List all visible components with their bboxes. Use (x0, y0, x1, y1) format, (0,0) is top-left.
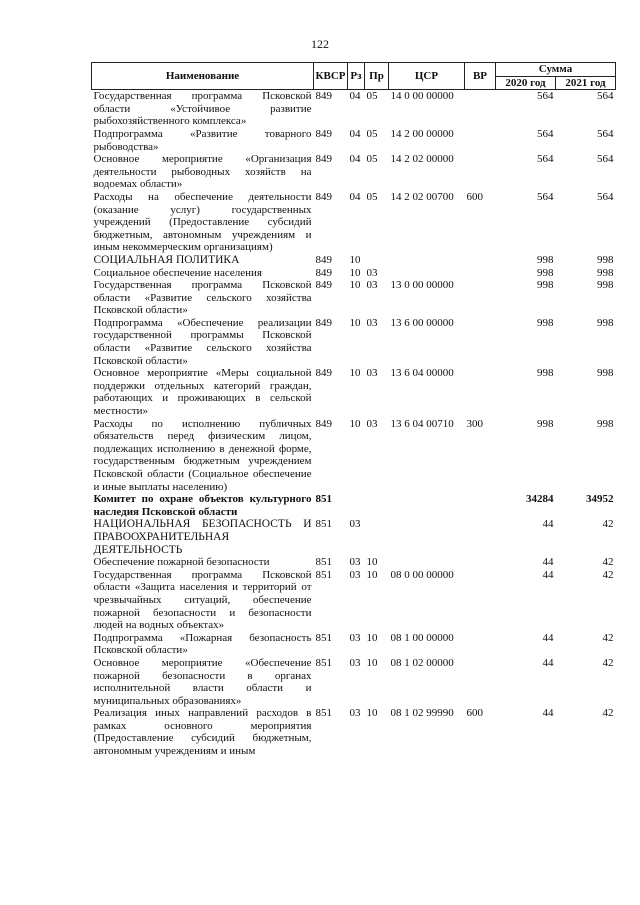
row-sum-2021: 998 (597, 279, 614, 292)
row-kvsr: 851 (315, 656, 332, 669)
row-rz: 03 (349, 518, 361, 531)
row-csr (389, 267, 465, 280)
row-name: НАЦИОНАЛЬНАЯ БЕЗОПАСНОСТЬ И ПРАВООХРАНИТЕЛЬНАЯ ДЕЯТЕЛЬНОСТЬ (93, 518, 312, 556)
row-name: Основное мероприятие «Обеспечение пожарной безопасности в органах исполнительной власти области и муниципальных образованиях» (93, 656, 312, 707)
row-sum-2021: 564 (597, 90, 614, 103)
row-csr: 13 6 00 00000 (390, 316, 454, 329)
row-sum-2021: 34952 (586, 493, 614, 506)
row-kvsr: 849 (315, 279, 332, 292)
row-vr (465, 267, 496, 280)
row-rz: 04 (349, 153, 361, 166)
row-csr (389, 518, 465, 556)
row-sum-2020: 998 (537, 417, 554, 430)
row-kvsr: 849 (315, 190, 332, 203)
row-sum-2021: 564 (597, 190, 614, 203)
row-sum-2020: 44 (542, 556, 554, 569)
table-row (92, 518, 616, 556)
row-csr: 08 1 02 00000 (390, 656, 454, 669)
row-vr (465, 254, 496, 267)
table-row (92, 191, 616, 254)
table-row (92, 153, 616, 191)
budget-table (91, 62, 616, 758)
row-sum-2020: 998 (537, 266, 554, 279)
header-rz: Рз (348, 63, 365, 90)
row-kvsr: 849 (315, 266, 332, 279)
row-pr (365, 518, 389, 556)
row-sum-2021: 998 (597, 417, 614, 430)
table-row (92, 267, 616, 280)
row-pr: 10 (366, 631, 378, 644)
row-vr: 600 (466, 707, 483, 720)
row-name: Социальное обеспечение населения (93, 266, 262, 279)
row-rz: 03 (349, 568, 361, 581)
row-csr (389, 556, 465, 569)
row-pr: 10 (366, 656, 378, 669)
row-pr: 10 (366, 707, 378, 720)
row-pr: 05 (366, 153, 378, 166)
row-kvsr: 849 (315, 90, 332, 103)
row-rz: 03 (349, 656, 361, 669)
row-rz: 04 (349, 190, 361, 203)
row-csr: 14 2 02 00000 (390, 153, 454, 166)
row-csr: 08 1 00 00000 (390, 631, 454, 644)
row-vr (465, 657, 496, 707)
row-kvsr: 849 (315, 127, 332, 140)
row-vr (465, 153, 496, 191)
header-csr: ЦСР (389, 63, 465, 90)
table-row (92, 556, 616, 569)
row-vr: 600 (466, 190, 483, 203)
row-sum-2021: 42 (602, 568, 614, 581)
row-pr: 03 (366, 266, 378, 279)
table-row (92, 418, 616, 494)
header-2020: 2020 год (496, 76, 556, 90)
row-sum-2021: 42 (602, 707, 614, 720)
table-row (92, 657, 616, 707)
row-pr: 03 (366, 316, 378, 329)
row-rz: 03 (349, 707, 361, 720)
row-rz: 10 (349, 279, 361, 292)
row-sum-2021: 998 (597, 253, 614, 266)
row-rz: 10 (349, 417, 361, 430)
row-sum-2020: 564 (537, 190, 554, 203)
row-vr (465, 128, 496, 153)
row-sum-2021: 998 (597, 266, 614, 279)
header-2021: 2021 год (556, 76, 616, 90)
row-name: СОЦИАЛЬНАЯ ПОЛИТИКА (93, 253, 240, 266)
row-vr (465, 632, 496, 657)
row-pr: 05 (366, 190, 378, 203)
row-rz: 03 (349, 556, 361, 569)
row-sum-2020: 44 (542, 707, 554, 720)
table-row (92, 707, 616, 757)
row-kvsr: 849 (315, 367, 332, 380)
row-name: Подпрограмма «Обеспечение реализации государственной программы Псковской области «Развитие сельского хозяйства Псковской области» (93, 316, 312, 367)
row-vr (465, 493, 496, 518)
row-kvsr: 849 (315, 316, 332, 329)
row-csr (389, 254, 465, 267)
row-sum-2021: 42 (602, 656, 614, 669)
row-name: Расходы на обеспечение деятельности (оказание услуг) государственных учреждений (Предоставление субсидий бюджетным, автономным учреждениям и иным некоммерческим организациям) (93, 190, 312, 254)
row-kvsr: 849 (315, 417, 332, 430)
row-sum-2020: 44 (542, 631, 554, 644)
row-sum-2020: 998 (537, 253, 554, 266)
table-row (92, 90, 616, 128)
row-vr (465, 518, 496, 556)
row-sum-2020: 998 (537, 367, 554, 380)
row-sum-2020: 44 (542, 656, 554, 669)
row-csr: 13 6 04 00710 (390, 417, 454, 430)
row-csr: 14 2 00 00000 (390, 127, 454, 140)
row-name: Расходы по исполнению публичных обязательств перед физическим лицом, подлежащих исполнению в денежной форме, государственным бюджетным учреждением Псковской области (Социальное обеспечение и иные выплаты населению) (93, 417, 312, 493)
row-sum-2021: 998 (597, 316, 614, 329)
row-pr: 05 (366, 127, 378, 140)
row-sum-2021: 998 (597, 367, 614, 380)
row-rz: 04 (349, 90, 361, 103)
row-sum-2020: 564 (537, 127, 554, 140)
row-kvsr: 851 (315, 631, 332, 644)
row-rz: 10 (349, 266, 361, 279)
row-rz: 10 (349, 367, 361, 380)
row-vr (465, 367, 496, 417)
table-row (92, 632, 616, 657)
row-name: Государственная программа Псковской области «Устойчивое развитие рыбохозяйственного комплекса» (93, 90, 312, 128)
page-number: 122 (311, 37, 329, 51)
row-csr: 14 2 02 00700 (390, 190, 454, 203)
header-vr: ВР (465, 63, 496, 90)
row-name: Подпрограмма «Развитие товарного рыбоводства» (93, 127, 312, 153)
row-vr (465, 569, 496, 632)
row-csr: 13 6 04 00000 (390, 367, 454, 380)
row-csr: 08 0 00 00000 (390, 568, 454, 581)
table-row (92, 254, 616, 267)
row-rz: 04 (349, 127, 361, 140)
row-sum-2020: 564 (537, 90, 554, 103)
row-csr (389, 493, 465, 518)
table-header (92, 63, 616, 90)
row-name: Комитет по охране объектов культурного наследия Псковской области (93, 493, 312, 518)
row-rz (348, 493, 365, 518)
row-sum-2020: 998 (537, 316, 554, 329)
row-vr (465, 317, 496, 367)
row-rz: 10 (349, 316, 361, 329)
row-pr: 03 (366, 367, 378, 380)
row-csr: 08 1 02 99990 (390, 707, 454, 720)
header-sum: Сумма (496, 63, 616, 77)
row-vr (465, 90, 496, 128)
table-row (92, 128, 616, 153)
row-sum-2021: 42 (602, 518, 614, 531)
row-pr: 03 (366, 279, 378, 292)
table-row (92, 367, 616, 417)
row-sum-2020: 34284 (526, 493, 554, 506)
header-pr: Пр (365, 63, 389, 90)
row-pr (365, 493, 389, 518)
row-sum-2020: 44 (542, 568, 554, 581)
table-row (92, 493, 616, 518)
table-body (92, 90, 616, 758)
row-kvsr: 851 (315, 518, 332, 531)
header-name: Наименование (92, 63, 314, 90)
header-kvsr: КВСР (314, 63, 348, 90)
row-vr: 300 (466, 417, 483, 430)
row-sum-2021: 42 (602, 631, 614, 644)
row-kvsr: 849 (315, 253, 332, 266)
row-sum-2020: 564 (537, 153, 554, 166)
row-name: Обеспечение пожарной безопасности (93, 556, 270, 569)
row-csr: 14 0 00 00000 (390, 90, 454, 103)
row-pr: 03 (366, 417, 378, 430)
row-name: Реализация иных направлений расходов в рамках основного мероприятия (Предоставление субсидий бюджетным, автономным учреждениям и иным (93, 707, 312, 758)
row-vr (465, 556, 496, 569)
row-sum-2020: 998 (537, 279, 554, 292)
row-pr: 10 (366, 556, 378, 569)
row-sum-2021: 42 (602, 556, 614, 569)
row-kvsr: 851 (315, 556, 332, 569)
row-pr: 10 (366, 568, 378, 581)
row-name: Государственная программа Псковской области «Развитие сельского хозяйства Псковской области» (93, 279, 312, 317)
row-kvsr: 851 (315, 568, 332, 581)
row-kvsr: 851 (315, 493, 332, 506)
table-row (92, 569, 616, 632)
row-name: Основное мероприятие «Организация деятельности рыбоводных хозяйств на водоемах области» (93, 153, 312, 191)
row-rz: 03 (349, 631, 361, 644)
row-sum-2020: 44 (542, 518, 554, 531)
row-vr (465, 279, 496, 317)
row-name: Подпрограмма «Пожарная безопасность Псковской области» (93, 631, 312, 657)
row-rz: 10 (349, 253, 361, 266)
row-csr: 13 0 00 00000 (390, 279, 454, 292)
row-pr (365, 254, 389, 267)
row-sum-2021: 564 (597, 153, 614, 166)
row-sum-2021: 564 (597, 127, 614, 140)
table-row (92, 279, 616, 317)
row-pr: 05 (366, 90, 378, 103)
row-name: Государственная программа Псковской области «Защита населения и территорий от чрезвычайных ситуаций, обеспечение пожарной безопасности и безопасности людей на водных объектах» (93, 568, 312, 632)
row-name: Основное мероприятие «Меры социальной поддержки отдельных категорий граждан, работающих и проживающих в сельской местности» (93, 367, 312, 418)
table-row (92, 317, 616, 367)
row-kvsr: 851 (315, 707, 332, 720)
row-kvsr: 849 (315, 153, 332, 166)
